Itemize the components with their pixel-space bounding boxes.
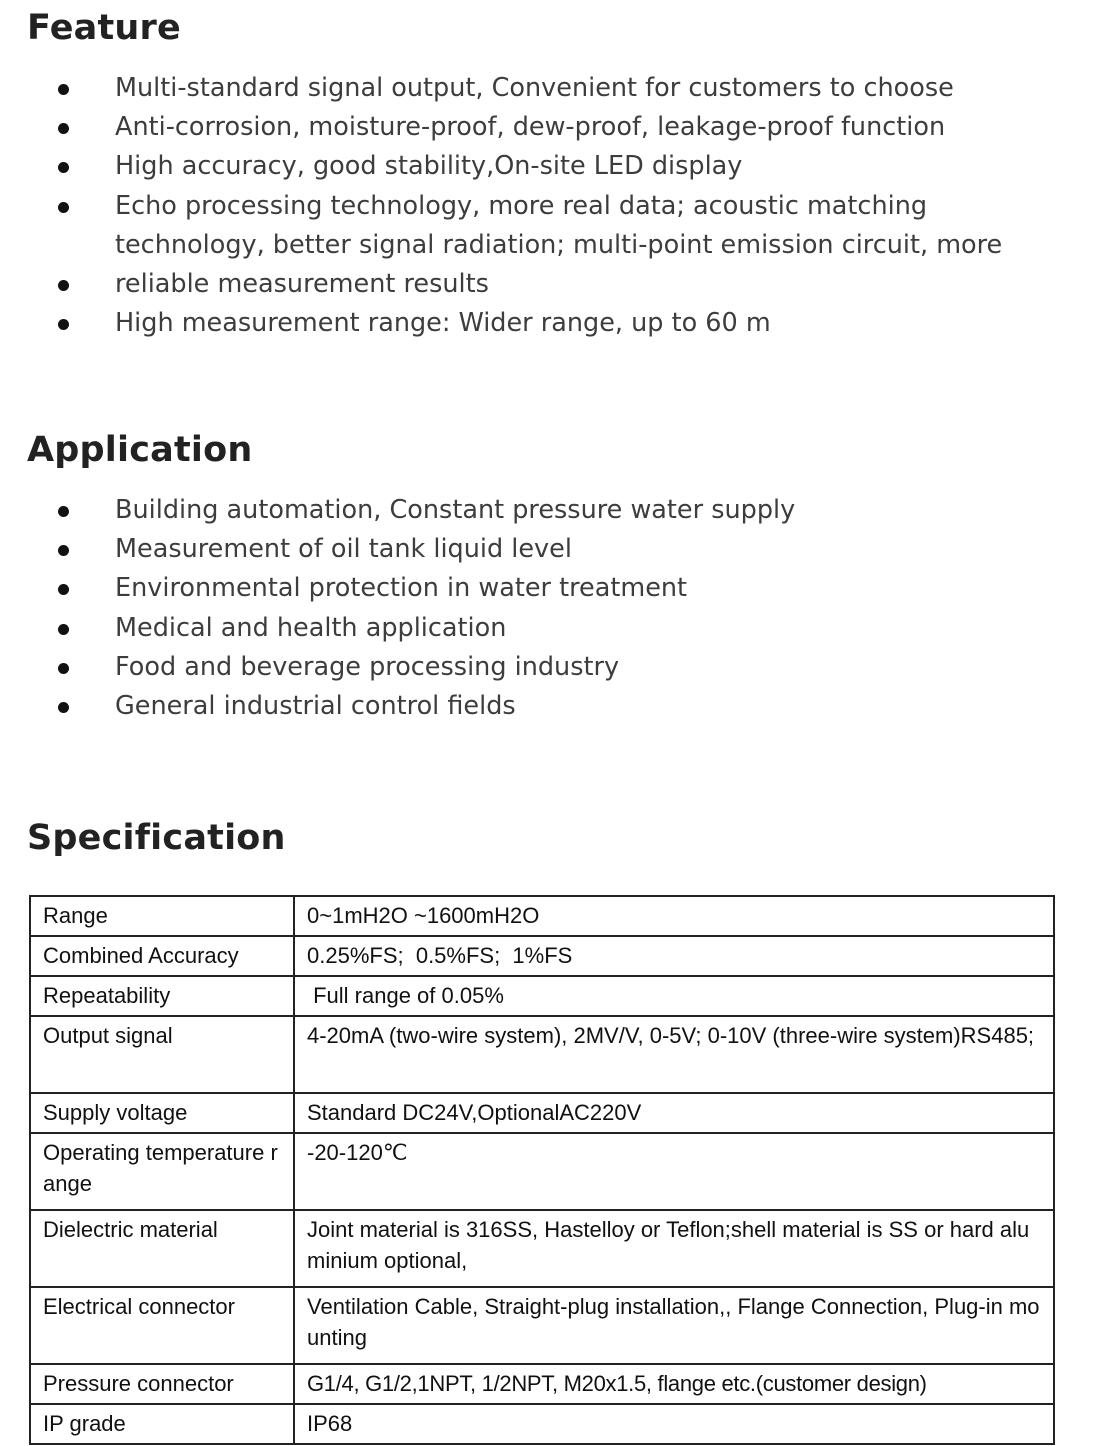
bullet-dot-icon [58, 545, 69, 556]
feature-item [0, 69, 1002, 108]
spec-value: -20-120℃ [294, 1133, 1054, 1210]
spec-value: G1/4, G1/2,1NPT, 1/2NPT, M20x1.5, flange etc.(customer design) [294, 1364, 1054, 1404]
feature-item-text: Echo processing technology, more real data; acoustic matching [115, 190, 928, 221]
application-item [0, 491, 795, 530]
bullet-dot-icon [58, 84, 69, 95]
feature-item-text: technology, better signal radiation; multi-point emission circuit, more [115, 229, 1003, 260]
spec-row-ip-grade [30, 1404, 1054, 1444]
spec-row-range [30, 896, 1054, 936]
application-list [0, 491, 795, 726]
bullet-dot-icon [58, 624, 69, 635]
spec-value: Full range of 0.05% [294, 976, 1054, 1016]
spec-row-operating-temperature [30, 1133, 1054, 1210]
spec-key: Dielectric material [30, 1210, 294, 1287]
application-item-text: General industrial control fields [115, 690, 516, 721]
spec-key: Pressure connector [30, 1364, 294, 1404]
application-item-text: Food and beverage processing industry [115, 651, 620, 682]
spec-value: Ventilation Cable, Straight-plug installation,, Flange Connection, Plug-in mounting [294, 1287, 1054, 1364]
feature-heading: Feature [27, 8, 181, 48]
spec-row-repeatability [30, 976, 1054, 1016]
spec-value: IP68 [294, 1404, 1054, 1444]
spec-value: 0.25%FS; 0.5%FS; 1%FS [294, 936, 1054, 976]
bullet-dot-icon [58, 584, 69, 595]
application-item-text: Building automation, Constant pressure water supply [115, 495, 796, 525]
feature-item-text: High accuracy, good stability,On-site LED display [115, 151, 743, 182]
spec-key: Output signal [30, 1016, 294, 1093]
spec-key: Operating temperature range [30, 1133, 294, 1210]
bullet-dot-icon [58, 123, 69, 134]
application-item [0, 609, 795, 648]
feature-item-text: reliable measurement results [115, 268, 489, 299]
bullet-dot-icon [58, 202, 69, 213]
spec-key: Repeatability [30, 976, 294, 1016]
feature-item [0, 304, 1002, 343]
feature-list [0, 69, 1002, 343]
feature-item-text: Anti-corrosion, moisture-proof, dew-proof, leakage-proof function [115, 112, 946, 143]
feature-item [0, 265, 1002, 304]
application-item-text: Measurement of oil tank liquid level [115, 534, 572, 565]
bullet-dot-icon [58, 702, 69, 713]
spec-value: Standard DC24V,OptionalAC220V [294, 1093, 1054, 1133]
spec-value: 4-20mA (two-wire system), 2MV/V, 0-5V; 0-10V (three-wire system)RS485; [294, 1016, 1054, 1093]
spec-row-dielectric-material [30, 1210, 1054, 1287]
spec-key: IP grade [30, 1404, 294, 1444]
application-item [0, 569, 795, 608]
spec-value: 0~1mH2O ~1600mH2O [294, 896, 1054, 936]
bullet-dot-icon [58, 319, 69, 330]
spec-row-electrical-connector [30, 1287, 1054, 1364]
spec-row-supply-voltage [30, 1093, 1054, 1133]
application-heading: Application [27, 430, 253, 470]
spec-row-pressure-connector [30, 1364, 1054, 1404]
spec-key: Electrical connector [30, 1287, 294, 1364]
bullet-dot-icon [58, 162, 69, 173]
bullet-dot-icon [58, 506, 69, 517]
spec-key: Combined Accuracy [30, 936, 294, 976]
application-item [0, 687, 795, 726]
feature-item-text: High measurement range: Wider range, up to 60 m [115, 308, 771, 339]
specification-heading: Specification [27, 818, 286, 858]
feature-item-text: Multi-standard signal output, Convenient for customers to choose [115, 73, 954, 103]
application-item-text: Medical and health application [115, 612, 507, 643]
spec-key: Supply voltage [30, 1093, 294, 1133]
spec-value: Joint material is 316SS, Hastelloy or Teflon;shell material is SS or hard aluminium optional, [294, 1210, 1054, 1287]
application-item-text: Environmental protection in water treatment [115, 573, 688, 604]
feature-item-continuation [0, 226, 1002, 265]
specification-table [29, 895, 1055, 1445]
application-item [0, 530, 795, 569]
spec-row-output-signal [30, 1016, 1054, 1093]
feature-item [0, 187, 1002, 226]
feature-item [0, 147, 1002, 186]
bullet-dot-icon [58, 280, 69, 291]
bullet-dot-icon [58, 663, 69, 674]
spec-row-accuracy [30, 936, 1054, 976]
application-item [0, 648, 795, 687]
spec-key: Range [30, 896, 294, 936]
feature-item [0, 108, 1002, 147]
